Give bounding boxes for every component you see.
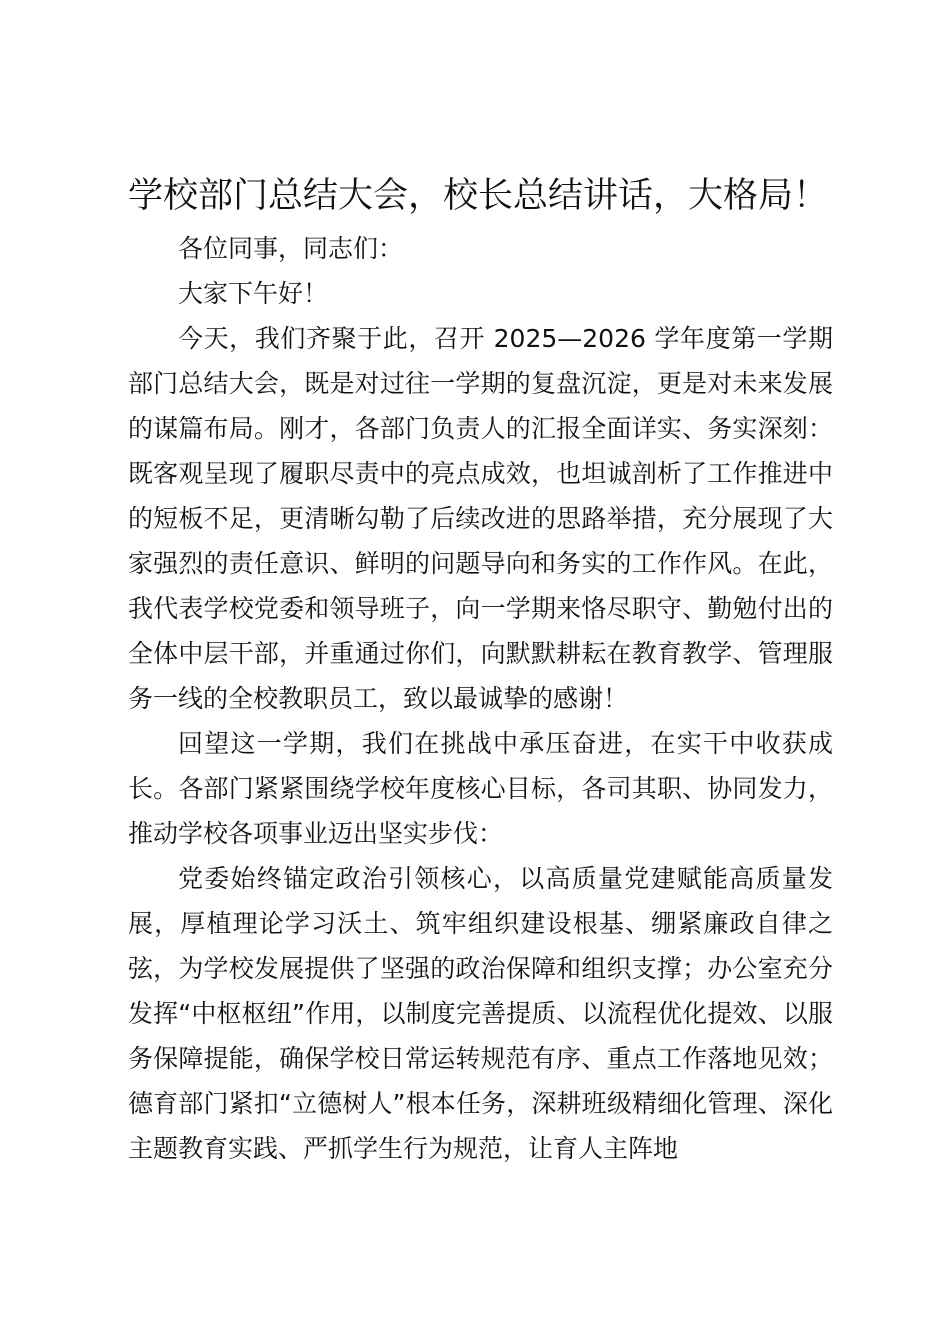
document-title: 学校部门总结大会，校长总结讲话，大格局！ bbox=[128, 176, 829, 216]
paragraph-departments: 党委始终锚定政治引领核心，以高质量党建赋能高质量发展，厚植理论学习沃土、筑牢组织建设根基、绷紧廉政自律之弦，为学校发展提供了坚强的政治保障和组织支撑；办公室充分发挥“中枢枢纽”作用，以制度完善提质、以流程优化提效、以服务保障提能，确保学校日常运转规范有序、重点工作落地见效；德育部门紧扣“立德树人”根本任务，深耕班级精细化管理、深化主题教育实践、严抓学生行为规范，让育人主阵地 bbox=[128, 864, 833, 1163]
paragraph-opening: 今天，我们齐聚于此，召开 2025—2026 学年度第一学期部门总结大会，既是对过往一学期的复盘沉淀，更是对未来发展的谋篇布局。刚才，各部门负责人的汇报全面详实、务实深刻：既客观呈现了履职尽责中的亮点成效，也坦诚剖析了工作推进中的短板不足，更清晰勾勒了后续改进的思路举措，充分展现了大家强烈的责任意识、鲜明的问题导向和务实的工作作风。在此，我代表学校党委和领导班子，向一学期来恪尽职守、勤勉付出的全体中层干部，并重通过你们，向默默耕耘在教育教学、管理服务一线的全校教职员工，致以最诚挚的感谢！ bbox=[128, 324, 833, 713]
document-body bbox=[128, 226, 833, 1171]
paragraph-salutation: 大家下午好！ bbox=[178, 279, 329, 308]
paragraph-review: 回望这一学期，我们在挑战中承压奋进，在实干中收获成长。各部门紧紧围绕学校年度核心目标，各司其职、协同发力，推动学校各项事业迈出坚实步伐： bbox=[128, 729, 833, 848]
paragraph-greeting: 各位同事，同志们： bbox=[178, 234, 404, 263]
